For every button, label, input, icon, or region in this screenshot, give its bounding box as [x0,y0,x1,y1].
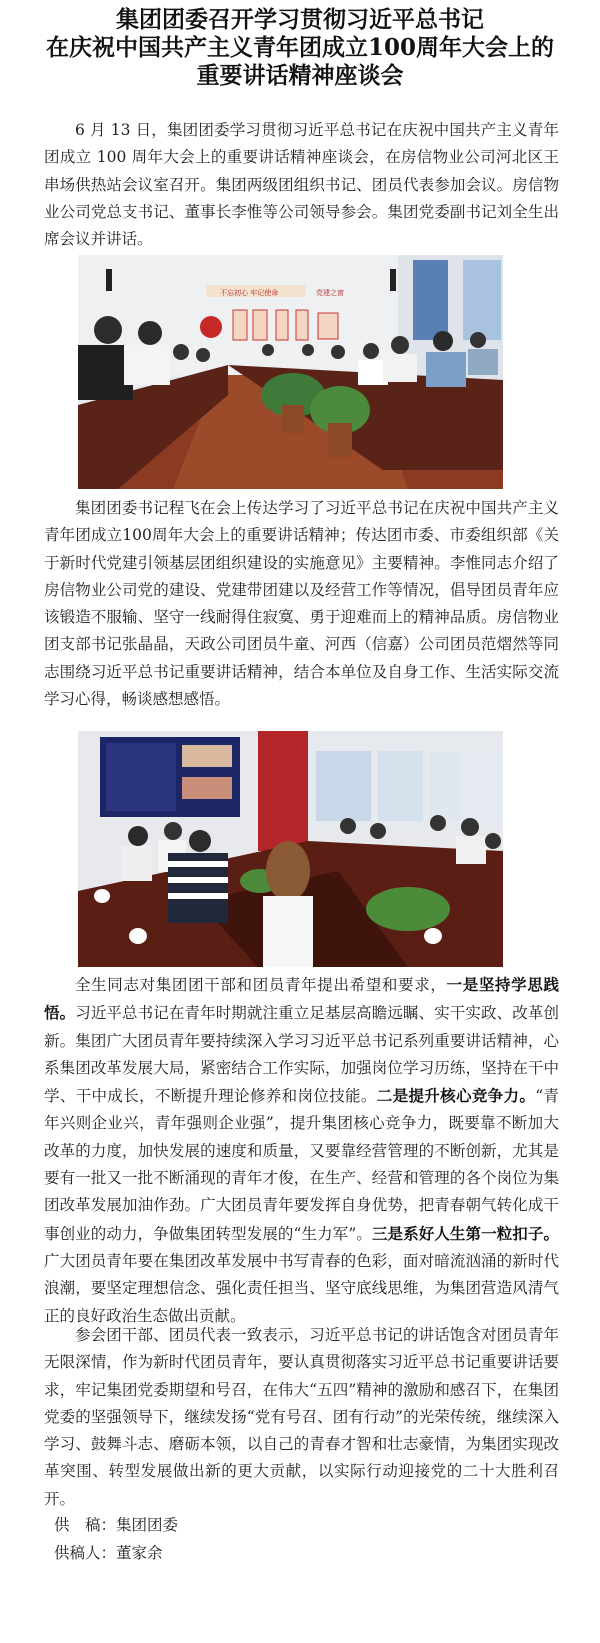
point-1-text: 习近平总书记在青年时期就注重立足基层高瞻远瞩、实干实政、改革创新。集团广大团员青年要持续深入学习习近平总书记系列重要讲话精神，心系集团改革发展大局，紧密结合工作实际，加强岗位学习历练，坚持在干中学、干中成长，不断提升理论修养和岗位技能。 [44,1004,559,1106]
board-slogan: 不忘初心 牢记使命 [220,289,279,297]
paragraph-4: 参会团干部、团员代表一致表示，习近平总书记的讲话饱含对团员青年无限深情，作为新时代团员青年，要认真贯彻落实习近平总书记重要讲话要求，牢记集团党委期望和号召，在伟大“五四”精神的激励和感召下，在集团党委的坚强领导下，继续发扬“党有号召、团有行动”的光荣传统，继续深入学习、鼓舞斗志、磨砺本领，以自己的青春才智和壮志豪情，为集团实现改革突围、转型发展做出新的更大贡献，以实际行动迎接党的二十大胜利召开。 [44,1326,559,1508]
point-1-heading: 一是坚持学思践悟。 [44,975,559,1023]
source-line: 供 稿：集团团委 [54,1516,179,1534]
paragraph-2: 集团团委书记程飞在会上传达学习了习近平总书记在庆祝中国共产主义青年团成立100周年大会上的重要讲话精神；传达团市委、市委组织部《关于新时代党建引领基层团组织建设的实施意见》主要精神。李惟同志介绍了房信物业公司党的建设、党建带团建以及经营工作等情况，倡导团员青年应该锻造不服输、坚守一线耐得住寂寞、勇于迎难而上的精神品质。房信物业团支部书记张晶晶，天政公司团员牛童、河西（信嘉）公司团员范熠然等同志围绕习近平总书记重要讲话精神，结合本单位及自身工作、生活实际交流学习心得，畅谈感想感悟。 [44,499,559,709]
point-3-text: 广大团员青年要在集团改革发展中书写青春的色彩，面对暗流汹涌的新时代浪潮，要坚定理想信念、强化责任担当、坚守底线思维，为集团营造风清气正的良好政治生态做出贡献。 [44,1251,559,1325]
point-2-heading: 二是提升核心竞争力。 [376,1086,536,1106]
title-line-1: 集团团委召开学习贯彻习近平总书记 [116,6,484,33]
paragraph-3 [44,971,559,1330]
title-line-2: 在庆祝中国共产主义青年团成立100周年大会上的 [45,34,554,61]
paragraph-1: 6 月 13 日，集团团委学习贯彻习近平总书记在庆祝中国共产主义青年团成立 100 周年大会上的重要讲话精神座谈会，在房信物业公司河北区王串场供热站会议室召开。集团两级团组织书记、团员代表参加会议。房信物业公司党总支书记、董事长李惟等公司领导参会。集团党委副书记刘全生出席会议并讲话。 [44,121,559,249]
meeting-photo-1 [78,255,503,489]
point-2-text: “青年兴则企业兴，青年强则企业强”，提升集团核心竞争力，既要靠不断加大改革的力度，加快发展的速度和质量，又要靠经营管理的不断创新，尤其是要有一批又一批不断涌现的青年才俊，在生产、经营和管理的各个岗位为集团改革发展加油作劲。广大团员青年要发挥自身优势，把青春朝气转化成干事创业的动力，争做集团转型发展的“生力军”。 [44,1087,559,1243]
author-line: 供稿人：董家余 [54,1544,163,1562]
point-3-heading: 三是系好人生第一粒扣子。 [371,1223,559,1243]
meeting-photo-2 [78,731,503,967]
article-title [10,6,590,90]
title-line-3: 重要讲话精神座谈会 [196,62,404,89]
paragraph-3-intro: 全生同志对集团团干部和团员青年提出希望和要求， [75,976,447,994]
board-title: 党建之窗 [316,289,344,297]
